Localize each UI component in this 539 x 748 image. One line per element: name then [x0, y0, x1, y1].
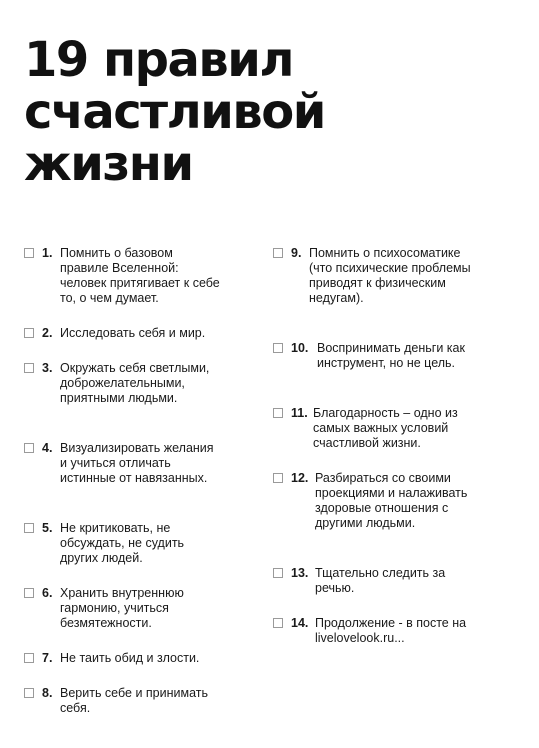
rule-text: Визуализировать желания и учиться отличать истинные от навязанных. — [60, 441, 214, 485]
checkbox[interactable] — [273, 473, 283, 483]
rule-number: 6. — [42, 586, 53, 600]
checkbox[interactable] — [273, 343, 283, 353]
rule-number: 10. — [291, 341, 309, 355]
rule-number: 14. — [291, 616, 309, 630]
rule-number: 5. — [42, 521, 53, 535]
rule-number: 13. — [291, 566, 309, 580]
rule-text: Помнить о психосоматике (что психические проблемы приводят к физическим недугам). — [309, 246, 471, 305]
title-line-1: 19 правил — [24, 32, 294, 88]
rule-text: Разбираться со своими проекциями и налаживать здоровые отношения с другими людьми. — [315, 471, 468, 530]
rule-text: Окружать себя светлыми, доброжелательными, приятными людьми. — [60, 361, 210, 405]
rule-text: Воспринимать деньги как инструмент, но не цель. — [317, 341, 465, 370]
checkbox[interactable] — [24, 523, 34, 533]
rule-number: 8. — [42, 686, 53, 700]
rule-text: Хранить внутреннюю гармонию, учиться безмятежности. — [60, 586, 184, 630]
rule-number: 7. — [42, 651, 53, 665]
rule-number: 12. — [291, 471, 309, 485]
rule-text: Тщательно следить за речью. — [315, 566, 446, 595]
rule-text: Не критиковать, не обсуждать, не судить других людей. — [60, 521, 185, 565]
title-line-3: жизни — [24, 136, 193, 192]
rule-text: Не таить обид и злости. — [60, 651, 200, 665]
rule-text: Верить себе и принимать себя. — [60, 686, 208, 715]
checkbox[interactable] — [273, 408, 283, 418]
rule-text: Продолжение - в посте на livelovelook.ru... — [315, 616, 467, 645]
checkbox[interactable] — [24, 443, 34, 453]
rule-number: 9. — [291, 246, 302, 260]
checkbox[interactable] — [24, 363, 34, 373]
rule-text: Помнить о базовом правиле Вселенной: человек притягивает к себе то, о чем думает. — [60, 246, 220, 305]
checkbox[interactable] — [24, 328, 34, 338]
checkbox[interactable] — [24, 248, 34, 258]
checkbox[interactable] — [273, 618, 283, 628]
checkbox[interactable] — [24, 588, 34, 598]
rule-text: Благодарность – одно из самых важных условий счастливой жизни. — [313, 406, 458, 450]
title-line-2: счастливой — [24, 84, 325, 140]
rule-number: 4. — [42, 441, 53, 455]
checkbox[interactable] — [24, 653, 34, 663]
checkbox[interactable] — [273, 568, 283, 578]
checkbox[interactable] — [24, 688, 34, 698]
rule-number: 11. — [291, 406, 308, 420]
rule-number: 3. — [42, 361, 53, 375]
rule-number: 1. — [42, 246, 53, 260]
rule-number: 2. — [42, 326, 53, 340]
page-title — [24, 34, 524, 190]
checkbox[interactable] — [273, 248, 283, 258]
rule-text: Исследовать себя и мир. — [60, 326, 206, 340]
